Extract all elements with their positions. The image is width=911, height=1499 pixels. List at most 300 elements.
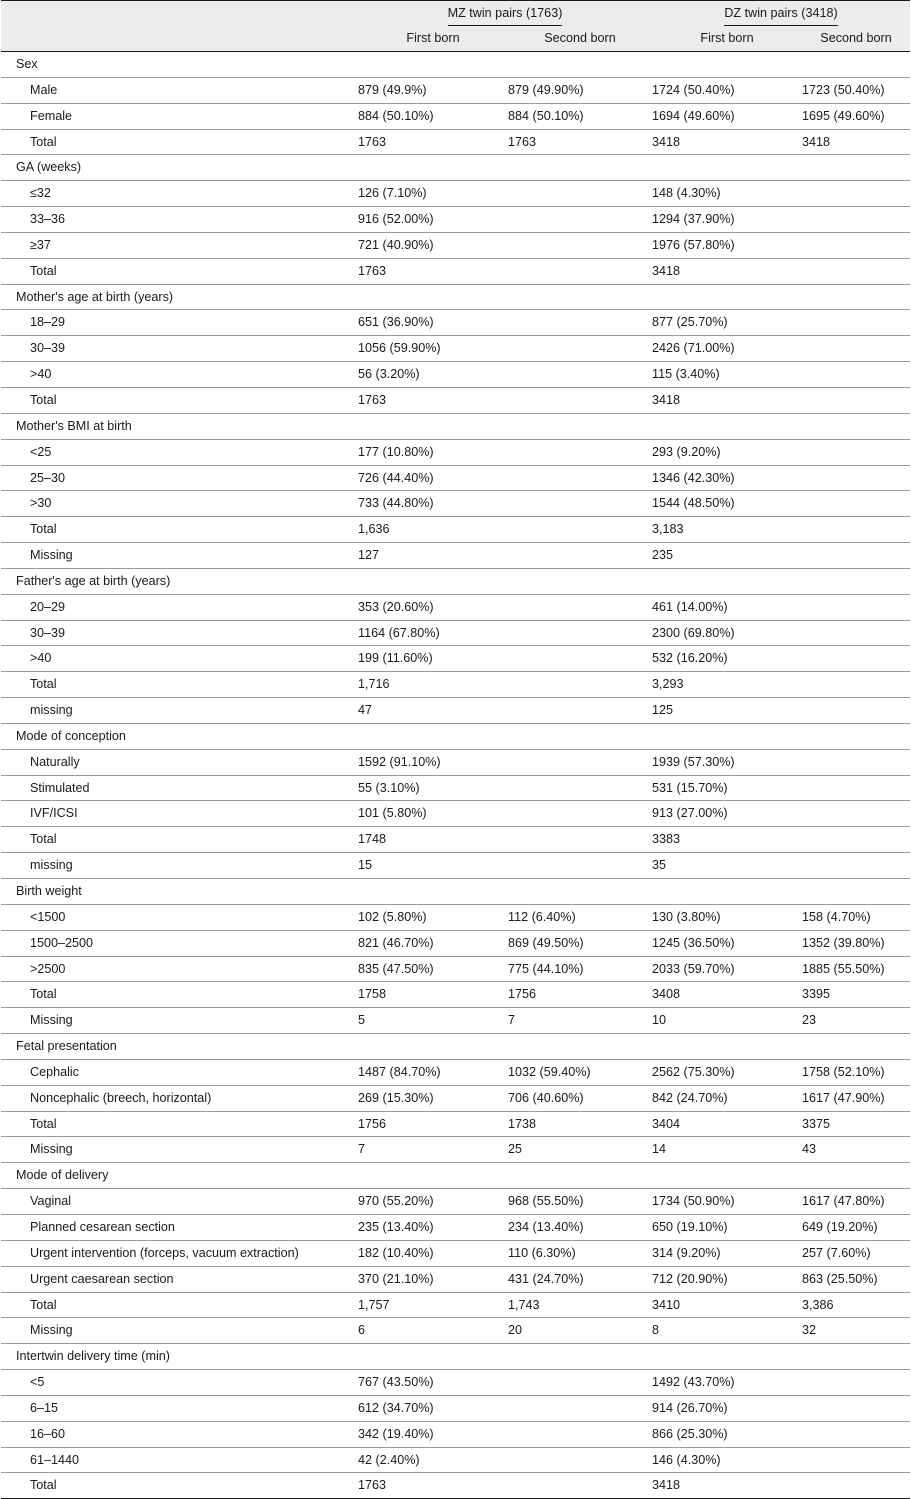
- mz-second-born-cell: 25: [508, 1137, 652, 1163]
- twin-characteristics-table: [1, 0, 910, 1499]
- section-label: Mother's BMI at birth: [1, 413, 358, 439]
- table-row: [1, 956, 910, 982]
- mz-first-born-cell: 102 (5.80%): [358, 904, 508, 930]
- section-row: [1, 413, 910, 439]
- mz-first-born-cell: 821 (46.70%): [358, 930, 508, 956]
- mz-first-born-cell: 55 (3.10%): [358, 775, 508, 801]
- table-row: [1, 982, 910, 1008]
- mz-first-born-cell: 342 (19.40%): [358, 1421, 508, 1447]
- mz-first-born-cell: 1164 (67.80%): [358, 620, 508, 646]
- dz-first-born-cell: 235: [652, 543, 802, 569]
- dz-second-born-cell: [802, 827, 910, 853]
- dz-second-born-cell: 863 (25.50%): [802, 1266, 910, 1292]
- dz-second-born-cell: [802, 1370, 910, 1396]
- section-row: [1, 1344, 910, 1370]
- dz-second-born-cell: [802, 491, 910, 517]
- mz-second-born-cell: [508, 543, 652, 569]
- table-row: [1, 1008, 910, 1034]
- mz-second-born-cell: 110 (6.30%): [508, 1240, 652, 1266]
- dz-first-born-cell: 1724 (50.40%): [652, 77, 802, 103]
- mz-second-born-cell: 1738: [508, 1111, 652, 1137]
- header-empty-cell: [1, 26, 358, 52]
- dz-first-born-cell: 1734 (50.90%): [652, 1189, 802, 1215]
- table-row: [1, 594, 910, 620]
- dz-first-born-cell: 3418: [652, 129, 802, 155]
- table-row: [1, 181, 910, 207]
- dz-first-born-cell: 532 (16.20%): [652, 646, 802, 672]
- dz-second-born-cell: 1885 (55.50%): [802, 956, 910, 982]
- row-label: >30: [1, 491, 358, 517]
- header-mz-first-born: First born: [358, 26, 508, 52]
- dz-second-born-cell: [802, 207, 910, 233]
- mz-second-born-cell: [508, 879, 652, 905]
- section-row: [1, 52, 910, 78]
- mz-second-born-cell: [508, 1163, 652, 1189]
- mz-second-born-cell: [508, 1447, 652, 1473]
- table-row: [1, 1214, 910, 1240]
- dz-second-born-cell: [802, 698, 910, 724]
- mz-second-born-cell: [508, 723, 652, 749]
- dz-second-born-cell: [802, 387, 910, 413]
- mz-first-born-cell: 612 (34.70%): [358, 1395, 508, 1421]
- dz-second-born-cell: [802, 413, 910, 439]
- mz-first-born-cell: 47: [358, 698, 508, 724]
- mz-second-born-cell: [508, 232, 652, 258]
- table-row: [1, 646, 910, 672]
- dz-first-born-cell: 1294 (37.90%): [652, 207, 802, 233]
- dz-second-born-cell: [802, 775, 910, 801]
- mz-first-born-cell: [358, 1034, 508, 1060]
- row-label: missing: [1, 853, 358, 879]
- section-row: [1, 284, 910, 310]
- dz-second-born-cell: 3,386: [802, 1292, 910, 1318]
- mz-second-born-cell: [508, 1344, 652, 1370]
- dz-second-born-cell: [802, 620, 910, 646]
- dz-first-born-cell: 650 (19.10%): [652, 1214, 802, 1240]
- dz-first-born-cell: 148 (4.30%): [652, 181, 802, 207]
- header-dz-first-born: First born: [652, 26, 802, 52]
- row-label: <25: [1, 439, 358, 465]
- dz-second-born-cell: [802, 181, 910, 207]
- dz-first-born-cell: 35: [652, 853, 802, 879]
- row-label: >40: [1, 362, 358, 388]
- mz-second-born-cell: 706 (40.60%): [508, 1085, 652, 1111]
- dz-second-born-cell: [802, 310, 910, 336]
- mz-second-born-cell: [508, 465, 652, 491]
- mz-first-born-cell: 726 (44.40%): [358, 465, 508, 491]
- table-row: [1, 749, 910, 775]
- mz-first-born-cell: 1,636: [358, 517, 508, 543]
- table-row: [1, 827, 910, 853]
- section-label: Mode of conception: [1, 723, 358, 749]
- mz-second-born-cell: [508, 1473, 652, 1499]
- dz-second-born-cell: [802, 1421, 910, 1447]
- table-row: [1, 1059, 910, 1085]
- mz-second-born-cell: 968 (55.50%): [508, 1189, 652, 1215]
- table-row: [1, 775, 910, 801]
- row-label: ≥37: [1, 232, 358, 258]
- header-group-mz-label: MZ twin pairs (1763): [448, 4, 563, 26]
- row-label: Missing: [1, 1318, 358, 1344]
- section-row: [1, 155, 910, 181]
- header-group-dz: [652, 1, 910, 27]
- table-row: [1, 853, 910, 879]
- section-row: [1, 1163, 910, 1189]
- dz-first-born-cell: 293 (9.20%): [652, 439, 802, 465]
- mz-second-born-cell: [508, 1034, 652, 1060]
- row-label: <1500: [1, 904, 358, 930]
- table-row: [1, 336, 910, 362]
- mz-first-born-cell: 269 (15.30%): [358, 1085, 508, 1111]
- mz-second-born-cell: 431 (24.70%): [508, 1266, 652, 1292]
- mz-first-born-cell: 835 (47.50%): [358, 956, 508, 982]
- row-label: Female: [1, 103, 358, 129]
- dz-first-born-cell: 1976 (57.80%): [652, 232, 802, 258]
- mz-first-born-cell: [358, 879, 508, 905]
- row-label: Total: [1, 982, 358, 1008]
- row-label: Vaginal: [1, 1189, 358, 1215]
- dz-second-born-cell: [802, 465, 910, 491]
- dz-first-born-cell: 3404: [652, 1111, 802, 1137]
- row-label: Total: [1, 1111, 358, 1137]
- row-label: Naturally: [1, 749, 358, 775]
- dz-second-born-cell: 3375: [802, 1111, 910, 1137]
- header-sub-row: [1, 26, 910, 52]
- dz-first-born-cell: 3418: [652, 258, 802, 284]
- dz-first-born-cell: 2562 (75.30%): [652, 1059, 802, 1085]
- row-label: missing: [1, 698, 358, 724]
- dz-first-born-cell: 1939 (57.30%): [652, 749, 802, 775]
- table-row: [1, 362, 910, 388]
- mz-second-born-cell: [508, 853, 652, 879]
- mz-second-born-cell: [508, 1421, 652, 1447]
- dz-second-born-cell: [802, 439, 910, 465]
- table-row: [1, 1085, 910, 1111]
- mz-second-born-cell: 112 (6.40%): [508, 904, 652, 930]
- table-row: [1, 129, 910, 155]
- dz-second-born-cell: [802, 284, 910, 310]
- mz-first-born-cell: 1592 (91.10%): [358, 749, 508, 775]
- mz-first-born-cell: 1758: [358, 982, 508, 1008]
- row-label: Missing: [1, 1008, 358, 1034]
- row-label: IVF/ICSI: [1, 801, 358, 827]
- section-label: Father's age at birth (years): [1, 568, 358, 594]
- dz-first-born-cell: 914 (26.70%): [652, 1395, 802, 1421]
- row-label: Total: [1, 1292, 358, 1318]
- row-label: Total: [1, 672, 358, 698]
- header-mz-second-born: Second born: [508, 26, 652, 52]
- mz-second-born-cell: [508, 801, 652, 827]
- mz-first-born-cell: 970 (55.20%): [358, 1189, 508, 1215]
- section-row: [1, 568, 910, 594]
- section-label: Mother's age at birth (years): [1, 284, 358, 310]
- dz-second-born-cell: [802, 1395, 910, 1421]
- row-label: Total: [1, 1473, 358, 1499]
- mz-second-born-cell: 234 (13.40%): [508, 1214, 652, 1240]
- mz-second-born-cell: [508, 181, 652, 207]
- dz-second-born-cell: 23: [802, 1008, 910, 1034]
- mz-first-born-cell: 1,757: [358, 1292, 508, 1318]
- table-row: [1, 801, 910, 827]
- dz-first-born-cell: 842 (24.70%): [652, 1085, 802, 1111]
- section-label: GA (weeks): [1, 155, 358, 181]
- mz-first-born-cell: 1763: [358, 258, 508, 284]
- row-label: 18–29: [1, 310, 358, 336]
- mz-second-born-cell: [508, 52, 652, 78]
- dz-first-born-cell: 3408: [652, 982, 802, 1008]
- dz-first-born-cell: [652, 723, 802, 749]
- dz-second-born-cell: [802, 568, 910, 594]
- section-row: [1, 879, 910, 905]
- dz-second-born-cell: 3395: [802, 982, 910, 1008]
- dz-second-born-cell: [802, 853, 910, 879]
- section-row: [1, 1034, 910, 1060]
- mz-second-born-cell: 7: [508, 1008, 652, 1034]
- mz-second-born-cell: [508, 387, 652, 413]
- mz-first-born-cell: 127: [358, 543, 508, 569]
- dz-first-born-cell: 3,293: [652, 672, 802, 698]
- mz-second-born-cell: [508, 362, 652, 388]
- mz-first-born-cell: 879 (49.9%): [358, 77, 508, 103]
- table-row: [1, 1240, 910, 1266]
- row-label: 33–36: [1, 207, 358, 233]
- dz-first-born-cell: 913 (27.00%): [652, 801, 802, 827]
- dz-second-born-cell: [802, 362, 910, 388]
- dz-second-born-cell: [802, 879, 910, 905]
- dz-first-born-cell: 531 (15.70%): [652, 775, 802, 801]
- row-label: Total: [1, 517, 358, 543]
- dz-second-born-cell: [802, 646, 910, 672]
- row-label: Planned cesarean section: [1, 1214, 358, 1240]
- mz-first-born-cell: 370 (21.10%): [358, 1266, 508, 1292]
- dz-second-born-cell: 32: [802, 1318, 910, 1344]
- table-row: [1, 543, 910, 569]
- mz-first-born-cell: [358, 284, 508, 310]
- table-row: [1, 672, 910, 698]
- section-label: Mode of delivery: [1, 1163, 358, 1189]
- dz-first-born-cell: 3383: [652, 827, 802, 853]
- dz-second-born-cell: 1758 (52.10%): [802, 1059, 910, 1085]
- dz-second-born-cell: [802, 336, 910, 362]
- dz-first-born-cell: 314 (9.20%): [652, 1240, 802, 1266]
- table-row: [1, 904, 910, 930]
- row-label: Stimulated: [1, 775, 358, 801]
- dz-first-born-cell: 461 (14.00%): [652, 594, 802, 620]
- table-row: [1, 1111, 910, 1137]
- dz-second-born-cell: [802, 52, 910, 78]
- section-label: Intertwin delivery time (min): [1, 1344, 358, 1370]
- mz-first-born-cell: 199 (11.60%): [358, 646, 508, 672]
- dz-first-born-cell: [652, 413, 802, 439]
- dz-second-born-cell: [802, 1447, 910, 1473]
- table-row: [1, 517, 910, 543]
- dz-second-born-cell: 158 (4.70%): [802, 904, 910, 930]
- dz-first-born-cell: 1346 (42.30%): [652, 465, 802, 491]
- dz-first-born-cell: 712 (20.90%): [652, 1266, 802, 1292]
- dz-first-born-cell: 3418: [652, 387, 802, 413]
- mz-second-born-cell: [508, 620, 652, 646]
- dz-first-born-cell: [652, 284, 802, 310]
- mz-first-born-cell: 56 (3.20%): [358, 362, 508, 388]
- dz-first-born-cell: 125: [652, 698, 802, 724]
- mz-second-born-cell: [508, 672, 652, 698]
- mz-second-born-cell: [508, 491, 652, 517]
- row-label: Urgent caesarean section: [1, 1266, 358, 1292]
- row-label: Total: [1, 258, 358, 284]
- mz-second-born-cell: [508, 336, 652, 362]
- row-label: Missing: [1, 543, 358, 569]
- table-row: [1, 1370, 910, 1396]
- dz-second-born-cell: [802, 1163, 910, 1189]
- table-row: [1, 465, 910, 491]
- mz-second-born-cell: [508, 284, 652, 310]
- table-row: [1, 1189, 910, 1215]
- table-row: [1, 258, 910, 284]
- dz-second-born-cell: 1352 (39.80%): [802, 930, 910, 956]
- row-label: Total: [1, 129, 358, 155]
- row-label: Total: [1, 387, 358, 413]
- dz-first-born-cell: 2033 (59.70%): [652, 956, 802, 982]
- mz-first-born-cell: 733 (44.80%): [358, 491, 508, 517]
- mz-first-born-cell: 916 (52.00%): [358, 207, 508, 233]
- dz-first-born-cell: 2426 (71.00%): [652, 336, 802, 362]
- dz-second-born-cell: [802, 723, 910, 749]
- mz-second-born-cell: [508, 439, 652, 465]
- dz-second-born-cell: [802, 543, 910, 569]
- dz-second-born-cell: 1617 (47.80%): [802, 1189, 910, 1215]
- mz-first-born-cell: 884 (50.10%): [358, 103, 508, 129]
- row-label: Missing: [1, 1137, 358, 1163]
- dz-first-born-cell: 115 (3.40%): [652, 362, 802, 388]
- table-row: [1, 930, 910, 956]
- dz-first-born-cell: 877 (25.70%): [652, 310, 802, 336]
- dz-first-born-cell: [652, 1344, 802, 1370]
- dz-second-born-cell: 649 (19.20%): [802, 1214, 910, 1240]
- table-row: [1, 1447, 910, 1473]
- table-row: [1, 103, 910, 129]
- mz-first-born-cell: 1763: [358, 129, 508, 155]
- dz-first-born-cell: 8: [652, 1318, 802, 1344]
- dz-second-born-cell: 1695 (49.60%): [802, 103, 910, 129]
- mz-first-born-cell: 1487 (84.70%): [358, 1059, 508, 1085]
- mz-second-born-cell: 1763: [508, 129, 652, 155]
- mz-first-born-cell: 1056 (59.90%): [358, 336, 508, 362]
- dz-first-born-cell: [652, 1163, 802, 1189]
- mz-first-born-cell: 182 (10.40%): [358, 1240, 508, 1266]
- table-row: [1, 1137, 910, 1163]
- dz-first-born-cell: 130 (3.80%): [652, 904, 802, 930]
- row-label: <5: [1, 1370, 358, 1396]
- mz-first-born-cell: 42 (2.40%): [358, 1447, 508, 1473]
- row-label: 30–39: [1, 620, 358, 646]
- dz-first-born-cell: 3,183: [652, 517, 802, 543]
- mz-first-born-cell: 353 (20.60%): [358, 594, 508, 620]
- section-label: Fetal presentation: [1, 1034, 358, 1060]
- dz-second-born-cell: 43: [802, 1137, 910, 1163]
- dz-second-born-cell: [802, 1034, 910, 1060]
- mz-second-born-cell: [508, 413, 652, 439]
- header-group-row: [1, 1, 910, 27]
- section-label: Sex: [1, 52, 358, 78]
- dz-first-born-cell: 2300 (69.80%): [652, 620, 802, 646]
- mz-second-born-cell: 775 (44.10%): [508, 956, 652, 982]
- mz-first-born-cell: 1748: [358, 827, 508, 853]
- row-label: 61–1440: [1, 1447, 358, 1473]
- mz-second-born-cell: 884 (50.10%): [508, 103, 652, 129]
- dz-second-born-cell: [802, 1473, 910, 1499]
- row-label: >40: [1, 646, 358, 672]
- dz-second-born-cell: [802, 594, 910, 620]
- dz-first-born-cell: 14: [652, 1137, 802, 1163]
- header-dz-second-born: Second born: [802, 26, 910, 52]
- dz-second-born-cell: 3418: [802, 129, 910, 155]
- mz-first-born-cell: 101 (5.80%): [358, 801, 508, 827]
- dz-second-born-cell: [802, 749, 910, 775]
- mz-first-born-cell: [358, 52, 508, 78]
- dz-second-born-cell: [802, 517, 910, 543]
- dz-first-born-cell: 3418: [652, 1473, 802, 1499]
- row-label: 30–39: [1, 336, 358, 362]
- mz-second-born-cell: [508, 594, 652, 620]
- mz-second-born-cell: 20: [508, 1318, 652, 1344]
- row-label: 25–30: [1, 465, 358, 491]
- mz-first-born-cell: 6: [358, 1318, 508, 1344]
- dz-first-born-cell: [652, 568, 802, 594]
- dz-first-born-cell: 1245 (36.50%): [652, 930, 802, 956]
- dz-first-born-cell: [652, 879, 802, 905]
- section-row: [1, 723, 910, 749]
- mz-second-born-cell: [508, 310, 652, 336]
- mz-first-born-cell: 15: [358, 853, 508, 879]
- mz-second-born-cell: [508, 749, 652, 775]
- dz-first-born-cell: [652, 155, 802, 181]
- mz-second-born-cell: [508, 207, 652, 233]
- row-label: Total: [1, 827, 358, 853]
- mz-second-born-cell: [508, 646, 652, 672]
- row-label: ≤32: [1, 181, 358, 207]
- table-row: [1, 77, 910, 103]
- dz-second-born-cell: [802, 232, 910, 258]
- table-row: [1, 1421, 910, 1447]
- dz-first-born-cell: 1694 (49.60%): [652, 103, 802, 129]
- dz-second-born-cell: 1617 (47.90%): [802, 1085, 910, 1111]
- mz-first-born-cell: 1756: [358, 1111, 508, 1137]
- dz-second-born-cell: [802, 258, 910, 284]
- table-header: [1, 1, 910, 52]
- mz-second-born-cell: 879 (49.90%): [508, 77, 652, 103]
- mz-first-born-cell: [358, 568, 508, 594]
- table-row: [1, 207, 910, 233]
- table-row: [1, 620, 910, 646]
- dz-second-born-cell: [802, 672, 910, 698]
- row-label: >2500: [1, 956, 358, 982]
- mz-second-born-cell: 1032 (59.40%): [508, 1059, 652, 1085]
- row-label: 16–60: [1, 1421, 358, 1447]
- header-group-dz-label: DZ twin pairs (3418): [724, 4, 837, 26]
- dz-first-born-cell: 866 (25.30%): [652, 1421, 802, 1447]
- dz-second-born-cell: [802, 801, 910, 827]
- mz-first-born-cell: 767 (43.50%): [358, 1370, 508, 1396]
- dz-first-born-cell: 1544 (48.50%): [652, 491, 802, 517]
- dz-first-born-cell: 3410: [652, 1292, 802, 1318]
- header-empty-cell: [1, 1, 358, 27]
- dz-second-born-cell: 257 (7.60%): [802, 1240, 910, 1266]
- table-row: [1, 439, 910, 465]
- mz-second-born-cell: [508, 568, 652, 594]
- mz-first-born-cell: 651 (36.90%): [358, 310, 508, 336]
- mz-second-born-cell: 1,743: [508, 1292, 652, 1318]
- row-label: Noncephalic (breech, horizontal): [1, 1085, 358, 1111]
